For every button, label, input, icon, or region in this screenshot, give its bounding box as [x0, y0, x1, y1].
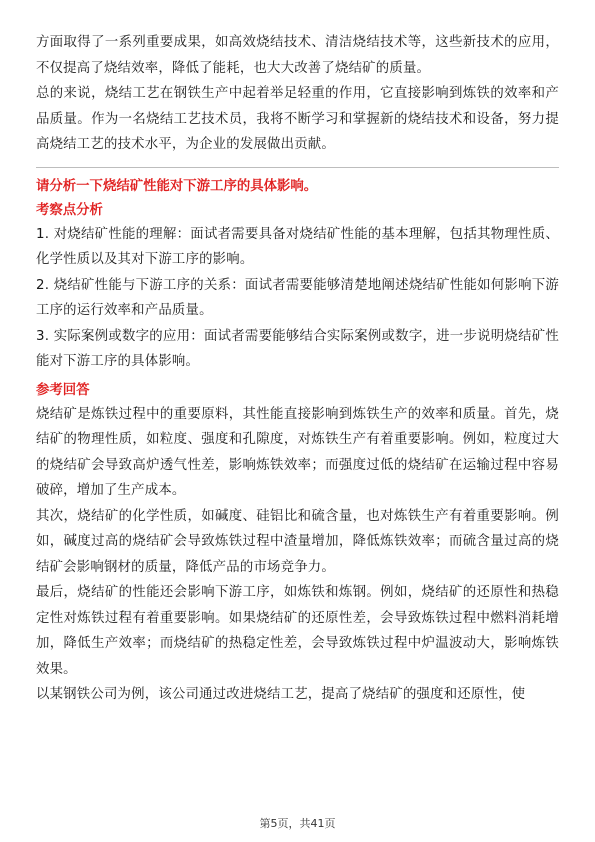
answer-paragraph: 最后，烧结矿的性能还会影响下游工序，如炼铁和炼钢。例如，烧结矿的还原性和热稳定性对炼铁过程有着重要影响。如果烧结矿的还原性差，会导致炼铁过程中燃料消耗增加，降低生产效率；而烧结矿的热稳定性差，会导致炼铁过程中炉温波动大，影响炼铁效果。	[36, 585, 559, 677]
analysis-item: 1. 对烧结矿性能的理解：面试者需要具备对烧结矿性能的基本理解，包括其物理性质、化学性质以及其对下游工序的影响。	[36, 226, 559, 267]
intro-paragraph: 总的来说，烧结工艺在钢铁生产中起着举足轻重的作用，它直接影响到炼铁的效率和产品质量。作为一名烧结工艺技术员，我将不断学习和掌握新的烧结技术和设备，努力提高烧结工艺的技术水平，为企业的发展做出贡献。	[36, 86, 559, 152]
document-page	[36, 30, 559, 708]
analysis-item: 3. 实际案例或数字的应用：面试者需要能够结合实际案例或数字，进一步说明烧结矿性能对下游工序的具体影响。	[36, 328, 559, 369]
answer-paragraph: 以某钢铁公司为例，该公司通过改进烧结工艺，提高了烧结矿的强度和还原性，使	[36, 687, 526, 702]
answer-title: 参考回答	[36, 382, 90, 398]
answer-paragraph: 烧结矿是炼铁过程中的重要原料，其性能直接影响到炼铁生产的效率和质量。首先，烧结矿的物理性质，如粒度、强度和孔隙度，对炼铁生产有着重要影响。例如，粒度过大的烧结矿会导致高炉透气性差，影响炼铁效率；而强度过低的烧结矿在运输过程中容易破碎，增加了生产成本。	[36, 406, 559, 498]
section-divider	[36, 167, 559, 168]
intro-paragraph: 方面取得了一系列重要成果，如高效烧结技术、清洁烧结技术等，这些新技术的应用，不仅提高了烧结效率，降低了能耗，也大大改善了烧结矿的质量。	[36, 35, 559, 76]
analysis-title: 考察点分析	[36, 202, 103, 218]
question-heading: 请分析一下烧结矿性能对下游工序的具体影响。	[36, 178, 318, 194]
answer-paragraph: 其次，烧结矿的化学性质，如碱度、硅铝比和硫含量，也对炼铁生产有着重要影响。例如，碱度过高的烧结矿会导致炼铁过程中渣量增加，降低炼铁效率；而硫含量过高的烧结矿会影响钢材的质量，降低产品的市场竞争力。	[36, 508, 559, 575]
page-footer: 第5页，共41页	[259, 817, 336, 830]
analysis-item: 2. 烧结矿性能与下游工序的关系：面试者需要能够清楚地阐述烧结矿性能如何影响下游工序的运行效率和产品质量。	[36, 277, 559, 318]
